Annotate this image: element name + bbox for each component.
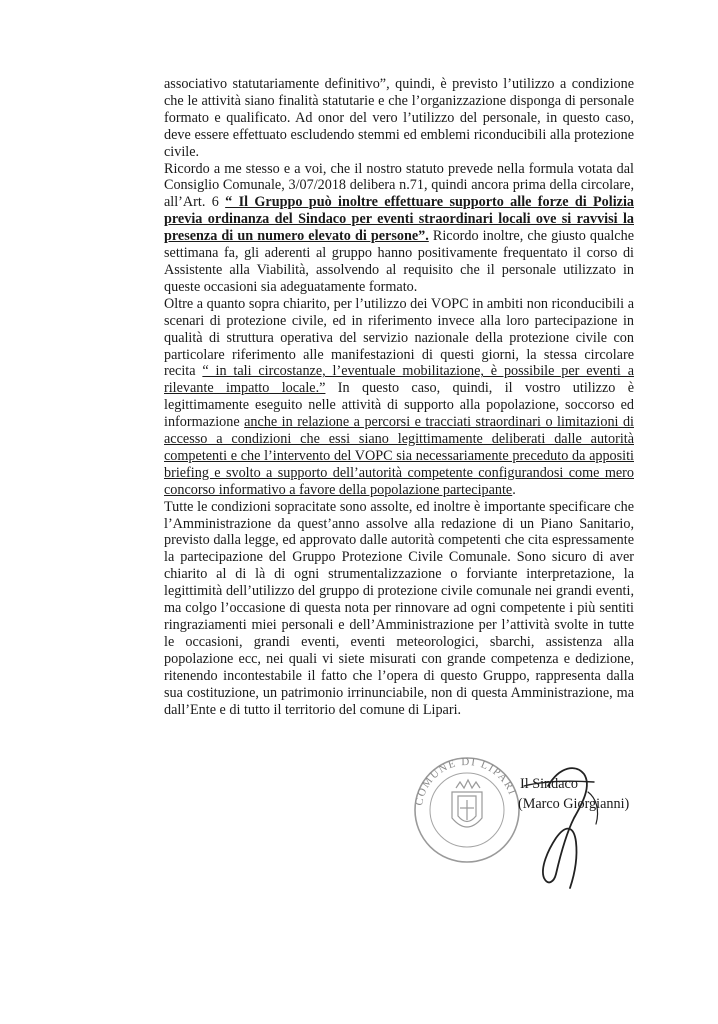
conditions-underlined: anche in relazione a percorsi e tracciati straordinari o limitazioni di accesso a condizioni che essi siano legittimamente deliberati dalle autorità competenti e che l’intervento del VOPC sia necessariamente preceduto da appositi briefing e svolto a supporto dell’autorità competente configurandosi come mero concorso informativo a favore della popolazione partecipante — [164, 414, 634, 498]
paragraph-3-middle: In questo caso, quindi, il vostro utilizzo è legittimamente eseguito nelle attività di supporto alla popolazione, soccorso ed informazione — [164, 380, 635, 431]
paragraph-2-rest: Ricordo inoltre, che giusto qualche settimana fa, gli aderenti al gruppo hanno positivamente frequentato il corso di Assistente alla Viabilità, assolvendo al requisito che il personale utilizzato in queste occasioni sia adeguatamente formato. — [164, 228, 634, 295]
paragraph-2-intro: Ricordo a me stesso e a voi, che il nostro statuto prevede nella formula votata dal Consiglio Comunale, 3/07/2018 delibera n.71, quindi ancora prima della circolare, all’Art. 6 — [164, 160, 634, 211]
handwritten-signature — [500, 752, 620, 892]
coat-of-arms-icon — [452, 780, 482, 827]
article-6-quote: “ Il Gruppo può inoltre effettuare supporto alle forze di Polizia previa ordinanza del Sindaco per eventi straordinari locali ove si ravvisi la presenza di un numero elevato di persone”. — [164, 194, 634, 245]
paragraph-2 — [164, 161, 634, 296]
mayor-name: (Marco Giorgianni) — [518, 796, 630, 812]
svg-text:COMUNE DI LIPARI: COMUNE DI LIPARI — [413, 755, 519, 807]
paragraph-3 — [164, 296, 634, 499]
signature-title: Il Sindaco — [520, 776, 578, 792]
paragraph-3-end: . — [512, 481, 516, 498]
paragraph-3-intro: Oltre a quanto sopra chiarito, per l’utilizzo dei VOPC in ambiti non riconducibili a scenari di protezione civile, ed in riferimento invece alla loro partecipazione in qualità di struttura operativa del servizio nazionale della protezione civile con particolare riferimento alle manifestazioni di questi giorni, la stessa circolare recita — [164, 295, 634, 380]
letter-body — [164, 76, 634, 718]
circolare-quote: “ in tali circostanze, l’eventuale mobilitazione, è possibile per eventi a rilevante impatto locale.” — [164, 363, 635, 397]
paragraph-1: associativo statutariamente definitivo”, quindi, è previsto l’utilizzo a condizione che le attività siano finalità statutarie e che l’organizzazione disponga di personale formato e qualificato. Ad onor del vero l’utilizzo del personale, in questo caso, deve essere effettuato escludendo stemmi ed emblemi riconducibili alla protezione civile. — [164, 76, 634, 160]
paragraph-4: Tutte le condizioni sopracitate sono assolte, ed inoltre è importante specificare che l’Amministrazione da quest’anno assolve alla redazione di un Piano Sanitario, previsto dalla legge, ed approvato dalle autorità competenti che cita espressamente la partecipazione del Gruppo Protezione Civile Comunale. Sono sicuro di aver chiarito al di là di ogni strumentalizzazione o forviante interpretazione, la legittimità dell’utilizzo del gruppo di protezione civile comunale nei grandi eventi, ma colgo l’occasione di questa nota per rinnovare ad ogni competente i più sentiti ringraziamenti miei personali e dell’Amministrazione per l’attività svolte in tutte le occasioni, grandi eventi, eventi meteorologici, sbarchi, assistenza alla popolazione ecc, nei quali vi siete misurati con grande competenza e dedizione, ritenendo incontestabile il fatto che l’opera di questo Gruppo, rappresenta dalla sua costituzione, un patrimonio irrinunciabile, non di questa Amministrazione, ma dall’Ente e di tutto il territorio del comune di Lipari. — [164, 498, 634, 718]
